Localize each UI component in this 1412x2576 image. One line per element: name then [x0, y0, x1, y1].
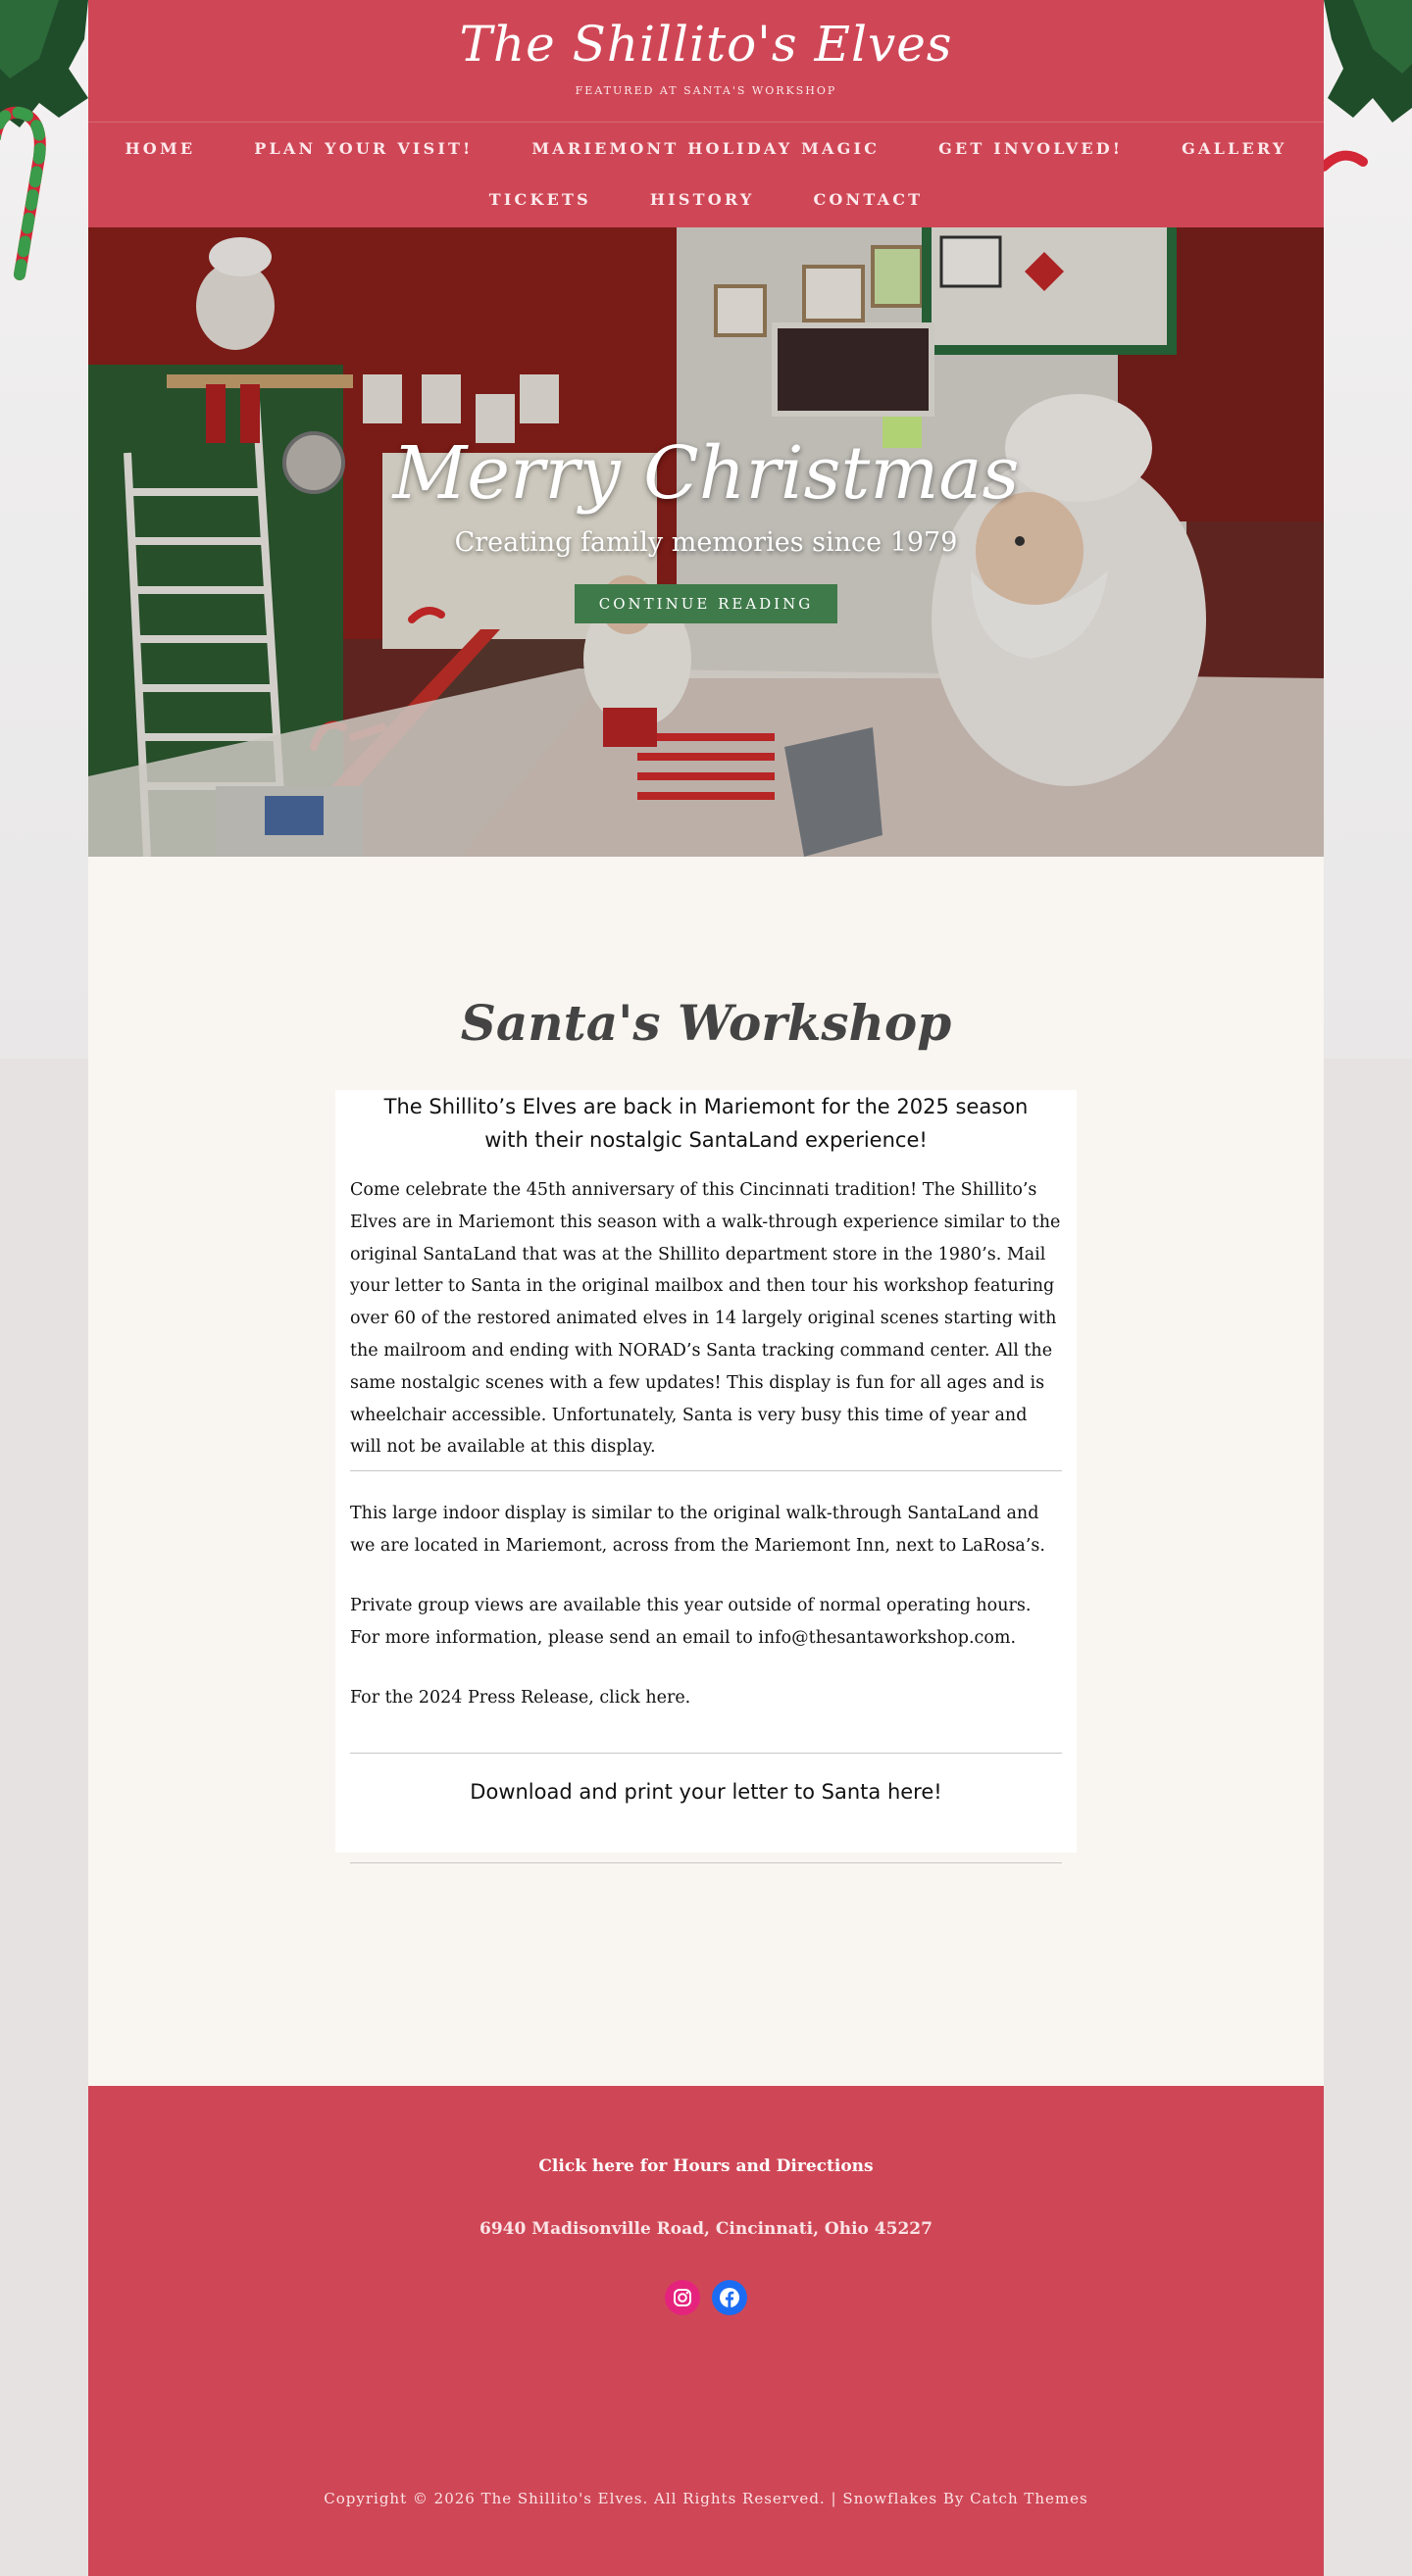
nav-item-gallery[interactable]: GALLERY: [1182, 139, 1287, 158]
footer-separator: |: [831, 2490, 837, 2507]
nav-item-history[interactable]: HISTORY: [649, 190, 755, 209]
intro-paragraph: Come celebrate the 45th anniversary of this Cincinnati tradition! The Shillito’s Elves are in Mariemont this season with a walk-through experience similar to the original SantaLand that was at the Shillito department store in the 1980’s. Mail your letter to Santa in the original mailbox and then tour his workshop featuring over 60 of the restored animated elves in 14 largely original scenes starting with the mailroom and ending with NORAD’s Santa tracking command center. All the same nostalgic scenes with a few updates! This display is fun for all ages and is wheelchair accessible. Unfortunately, Santa is very busy this time of year and will not be available at this display.: [350, 1180, 1061, 1458]
site-tagline: FEATURED AT SANTA'S WORKSHOP: [575, 84, 837, 97]
nav-item-home[interactable]: HOME: [125, 139, 196, 158]
hero-title: Merry Christmas: [392, 431, 1020, 516]
press-release-link[interactable]: For the 2024 Press Release, click here.: [350, 1688, 691, 1708]
garland-decoration-left: [0, 0, 88, 284]
content-divider: [350, 1753, 1062, 1754]
continue-reading-button[interactable]: CONTINUE READING: [575, 584, 837, 623]
section-title: Santa's Workshop: [460, 994, 952, 1052]
content-divider: [350, 1470, 1062, 1471]
lead-text: The Shillito’s Elves are back in Mariemont for the 2025 season with their nostalgic SantaLand experience!: [383, 1095, 1029, 1152]
theme-credit-link[interactable]: Snowflakes By Catch Themes: [842, 2490, 1088, 2507]
main-nav-row-2: [88, 190, 1324, 209]
main-nav-row-1: [88, 139, 1324, 158]
social-links: [665, 2280, 747, 2315]
santa-letter-download-link[interactable]: Download and print your letter to Santa here!: [470, 1780, 942, 1804]
hours-directions-link[interactable]: Click here for Hours and Directions: [538, 2156, 874, 2176]
content-bottom-divider: [350, 1862, 1062, 1863]
copyright-text: Copyright © 2026 The Shillito's Elves. All Rights Reserved.: [324, 2490, 826, 2507]
content-card: [335, 1090, 1077, 1853]
instagram-icon[interactable]: [665, 2280, 700, 2315]
nav-item-mariemont-holiday-magic[interactable]: MARIEMONT HOLIDAY MAGIC: [531, 139, 881, 158]
garland-decoration-right: [1324, 0, 1412, 284]
facebook-icon[interactable]: [712, 2280, 747, 2315]
header-divider: [88, 122, 1324, 123]
site-header: [88, 0, 1324, 227]
footer-address: 6940 Madisonville Road, Cincinnati, Ohio 45227: [479, 2219, 933, 2239]
site-title[interactable]: The Shillito's Elves: [459, 16, 953, 73]
nav-item-plan-your-visit[interactable]: PLAN YOUR VISIT!: [254, 139, 474, 158]
nav-item-tickets[interactable]: TICKETS: [488, 190, 591, 209]
nav-item-contact[interactable]: CONTACT: [813, 190, 924, 209]
footer-copyright: [88, 2490, 1324, 2507]
nav-item-get-involved[interactable]: GET INVOLVED!: [938, 139, 1124, 158]
hero-subtitle: Creating family memories since 1979: [454, 527, 958, 558]
page-container: [88, 0, 1324, 2576]
private-group-paragraph: Private group views are available this year outside of normal operating hours. For more information, please send an email to info@thesantaworkshop.com.: [350, 1596, 1032, 1648]
hero-banner: [88, 227, 1324, 857]
location-paragraph: This large indoor display is similar to the original walk-through SantaLand and we are located in Mariemont, across from the Mariemont Inn, next to LaRosa’s.: [350, 1504, 1045, 1556]
site-footer: [88, 2086, 1324, 2576]
